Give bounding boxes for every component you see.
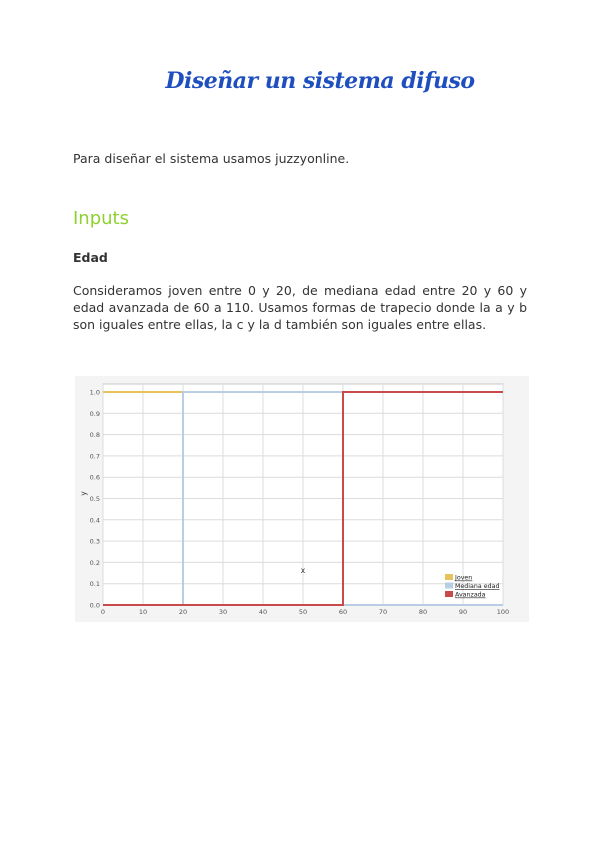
x-tick-label: 70 <box>378 608 388 616</box>
x-tick-label: 0 <box>100 608 106 616</box>
legend-swatch <box>445 591 453 597</box>
intro-paragraph: Para diseñar el sistema usamos juzzyonline. <box>73 151 350 166</box>
y-tick-label: 0.0 <box>89 601 100 610</box>
x-tick-label: 20 <box>178 608 188 616</box>
y-tick-label: 1.0 <box>89 388 100 397</box>
legend-swatch <box>445 574 453 580</box>
legend-swatch <box>445 583 453 589</box>
inputs-heading: Inputs <box>73 208 129 229</box>
x-tick-label: 30 <box>218 608 228 616</box>
y-tick-label: 0.1 <box>89 580 100 589</box>
document-title: Diseñar un sistema difuso <box>165 68 475 94</box>
y-tick-label: 0.9 <box>89 409 100 418</box>
x-tick-label: 40 <box>258 608 268 616</box>
y-tick-label: 0.5 <box>89 495 100 503</box>
legend-label: Mediana edad <box>455 583 500 590</box>
y-axis-label: y <box>79 491 88 496</box>
x-tick-label: 10 <box>138 608 148 616</box>
legend-label: Joven <box>455 574 473 582</box>
x-tick-label: 50 <box>298 608 308 616</box>
legend-label: Avanzada <box>455 591 486 599</box>
chart-svg <box>75 376 529 622</box>
x-tick-label: 80 <box>418 608 428 616</box>
y-tick-label: 0.7 <box>89 452 100 461</box>
y-tick-label: 0.2 <box>89 558 100 567</box>
y-tick-label: 0.3 <box>89 537 100 546</box>
y-tick-label: 0.8 <box>89 431 100 440</box>
x-tick-label: 60 <box>338 608 348 616</box>
description-paragraph: Consideramos joven entre 0 y 20, de mediana edad entre 20 y 60 y edad avanzada de 60 a 110. Usamos formas de trapecio donde la a y b son iguales entre ellas, la c y la d también son iguales entre ellas. <box>73 283 527 332</box>
y-tick-label: 0.4 <box>89 516 100 525</box>
x-tick-label: 90 <box>458 608 468 616</box>
edad-heading: Edad <box>73 250 108 265</box>
y-tick-label: 0.6 <box>89 473 100 482</box>
x-axis-label: x <box>300 566 306 575</box>
membership-chart <box>75 376 529 622</box>
x-tick-label: 100 <box>496 608 510 616</box>
